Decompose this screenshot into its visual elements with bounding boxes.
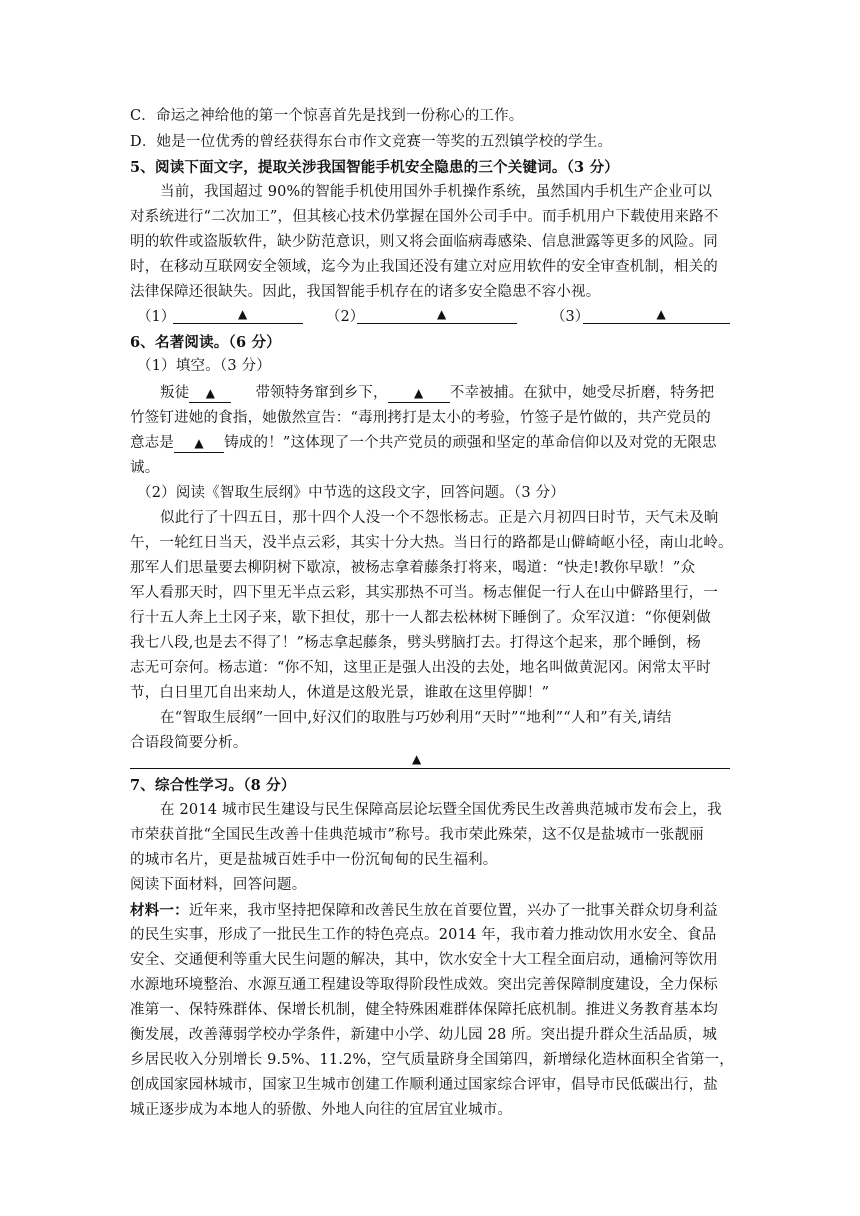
answer-blank-1[interactable] <box>173 305 303 333</box>
q6-fill-line <box>160 381 730 406</box>
answer-label-1: （1） <box>137 309 176 325</box>
material-1-line: 准第一、保特殊群体、保增长机制，健全特殊困难群体保障托底机制。推进义务教育基本均 <box>130 1002 718 1018</box>
answer-blank-3[interactable] <box>583 305 730 333</box>
material-1-line: 创成国家园林城市，国家卫生城市创建工作顺利通过国家综合评审，倡导市民低碳出行，盐 <box>130 1077 718 1093</box>
option-c: C．命运之神给他的第一个惊喜首先是找到一份称心的工作。 <box>130 108 524 124</box>
passage-line: 行十五人奔上土冈子来，歇下担仗，那十一人都去松林树下睡倒了。众军汉道：“你便剁做 <box>130 610 711 626</box>
fill-blank-2[interactable] <box>388 384 450 403</box>
fill-text: 铸成的！”这体现了一个共产党员的顽强和坚定的革命信仰以及对党的无限忠 <box>224 435 717 451</box>
question-7-title: 7、综合性学习。（8 分） <box>130 777 296 794</box>
material-1-line: 安全、交通便利等重大民生问题的解决，其中，饮水安全十大工程全面启动，通榆河等饮用 <box>130 952 718 968</box>
q6-fill-line: 诚。 <box>130 460 160 476</box>
passage-line: 那军人们思量要去柳阴树下歇凉，被杨志拿着藤条打将来，喝道：“快走!教你早歇！”众 <box>130 560 696 576</box>
q6-fill-line <box>130 431 730 456</box>
fill-text: 意志是 <box>130 435 175 451</box>
material-1-line: 衡发展，改善薄弱学校办学条件，新建中小学、幼儿园 28 所。突出提升群众生活品质，城 <box>130 1027 718 1043</box>
triangle-marker: ▲ <box>205 386 216 400</box>
material-1-line: 水源地环境整治、水源互通工程建设等取得阶段性成效。突出完善保障制度建设，全力保标 <box>130 977 718 993</box>
q5-paragraph-line: 当前，我国超过 90%的智能手机使用国外手机操作系统，虽然国内手机生产企业可以 <box>160 184 713 200</box>
passage-line: 军人看那天时，四下里无半点云彩，其实那热不可当。杨志催促一行人在山中僻路里行，一 <box>130 585 718 601</box>
triangle-marker: ▲ <box>656 307 666 321</box>
passage-line: 节，白日里兀自出来劫人，休道是这般光景，谁敢在这里停脚！” <box>130 685 550 701</box>
triangle-marker: ▲ <box>194 436 204 450</box>
q7-intro-line: 市荣获首批“全国民生改善十佳典范城市”称号。我市荣此殊荣，这不仅是盐城市一张靓丽 <box>130 827 704 843</box>
material-1-line <box>130 898 730 924</box>
answer-label-2: （2） <box>326 309 365 325</box>
material-1-text: 近年来，我市坚持把保障和改善民生放在首要位置，兴办了一批事关群众切身利益 <box>188 903 719 919</box>
triangle-marker: ▲ <box>414 386 424 400</box>
fill-text: 叛徒 <box>160 385 190 401</box>
passage-line: 午，一轮红日当天，没半点云彩，其实十分大热。当日行的路都是山僻崎岖小径，南山北岭。 <box>130 535 733 551</box>
question-6-title: 6、名著阅读。（6 分） <box>130 334 281 351</box>
q7-instruction: 阅读下面材料，回答问题。 <box>130 877 307 893</box>
q7-intro-line: 在 2014 城市民生建设与民生保障高层论坛暨全国优秀民生改善典范城市发布会上，我 <box>160 802 722 818</box>
q5-paragraph-line: 对系统进行“二次加工”，但其核心技术仍掌握在国外公司手中。而手机用户下载使用来路不 <box>130 209 719 225</box>
material-1-label: 材料一： <box>130 902 189 919</box>
fill-blank-1[interactable] <box>189 384 231 403</box>
triangle-marker: ▲ <box>412 752 422 766</box>
answer-line[interactable] <box>130 768 730 769</box>
triangle-marker: ▲ <box>437 307 447 321</box>
material-1-line: 的民生实事，形成了一批民生工作的特色亮点。2014 年，我市着力推动饮用水安全、食品 <box>130 927 717 943</box>
fill-blank-3[interactable] <box>174 434 224 453</box>
material-1-line: 乡居民收入分别增长 9.5%、11.2%，空气质量跻身全国第四，新增绿化造林面积全省第一， <box>130 1052 735 1068</box>
fill-text: 带领特务窜到乡下， <box>255 385 388 401</box>
q6-part-2-title: （2）阅读《智取生辰纲》中节选的这段文字，回答问题。（3 分） <box>137 485 566 501</box>
question-5-title: 5、阅读下面文字，提取关涉我国智能手机安全隐患的三个关键词。（3 分） <box>130 159 619 176</box>
triangle-marker: ▲ <box>238 307 248 321</box>
q6-fill-line: 竹签钉进她的食指，她傲然宣告：“毒刑拷打是太小的考验，竹签子是竹做的，共产党员的 <box>130 410 711 426</box>
passage-line: 志无可奈何。杨志道：“你不知，这里正是强人出没的去处，地名叫做黄泥冈。闲常太平时 <box>130 660 711 676</box>
q5-paragraph-line: 明的软件或盗版软件，缺少防范意识，则又将会面临病毒感染、信息泄露等更多的风险。同 <box>130 234 718 250</box>
passage-line: 我七八段,也是去不得了！”杨志拿起藤条，劈头劈脑打去。打得这个起来，那个睡倒，杨 <box>130 635 702 651</box>
q6-part-1-title: （1）填空。（3 分） <box>137 358 272 374</box>
option-d: D．她是一位优秀的曾经获得东台市作文竞赛一等奖的五烈镇学校的学生。 <box>130 134 613 150</box>
material-1-line: 城正逐步成为本地人的骄傲、外地人向往的宜居宜业城市。 <box>130 1102 513 1118</box>
q7-intro-line: 的城市名片，更是盐城百姓手中一份沉甸甸的民生福利。 <box>130 852 498 868</box>
q5-paragraph-line: 时，在移动互联网安全领域，迄今为止我国还没有建立对应用软件的安全审查机制，相关的 <box>130 259 718 275</box>
answer-label-3: （3） <box>551 309 590 325</box>
passage-line: 似此行了十四五日，那十四个人没一个不怨怅杨志。正是六月初四日时节，天气未及晌 <box>160 510 719 526</box>
q5-paragraph-line: 法律保障还很缺失。因此，我国智能手机存在的诸多安全隐患不容小视。 <box>130 284 601 300</box>
q6-question-line: 合语段简要分析。 <box>130 735 248 751</box>
q6-question-line: 在“智取生辰纲”一回中,好汉们的取胜与巧妙利用“天时”“地利”“人和”有关,请结 <box>160 710 672 726</box>
fill-text: 不幸被捕。在狱中，她受尽折磨，特务把 <box>449 385 715 401</box>
answer-blank-2[interactable] <box>357 305 517 333</box>
